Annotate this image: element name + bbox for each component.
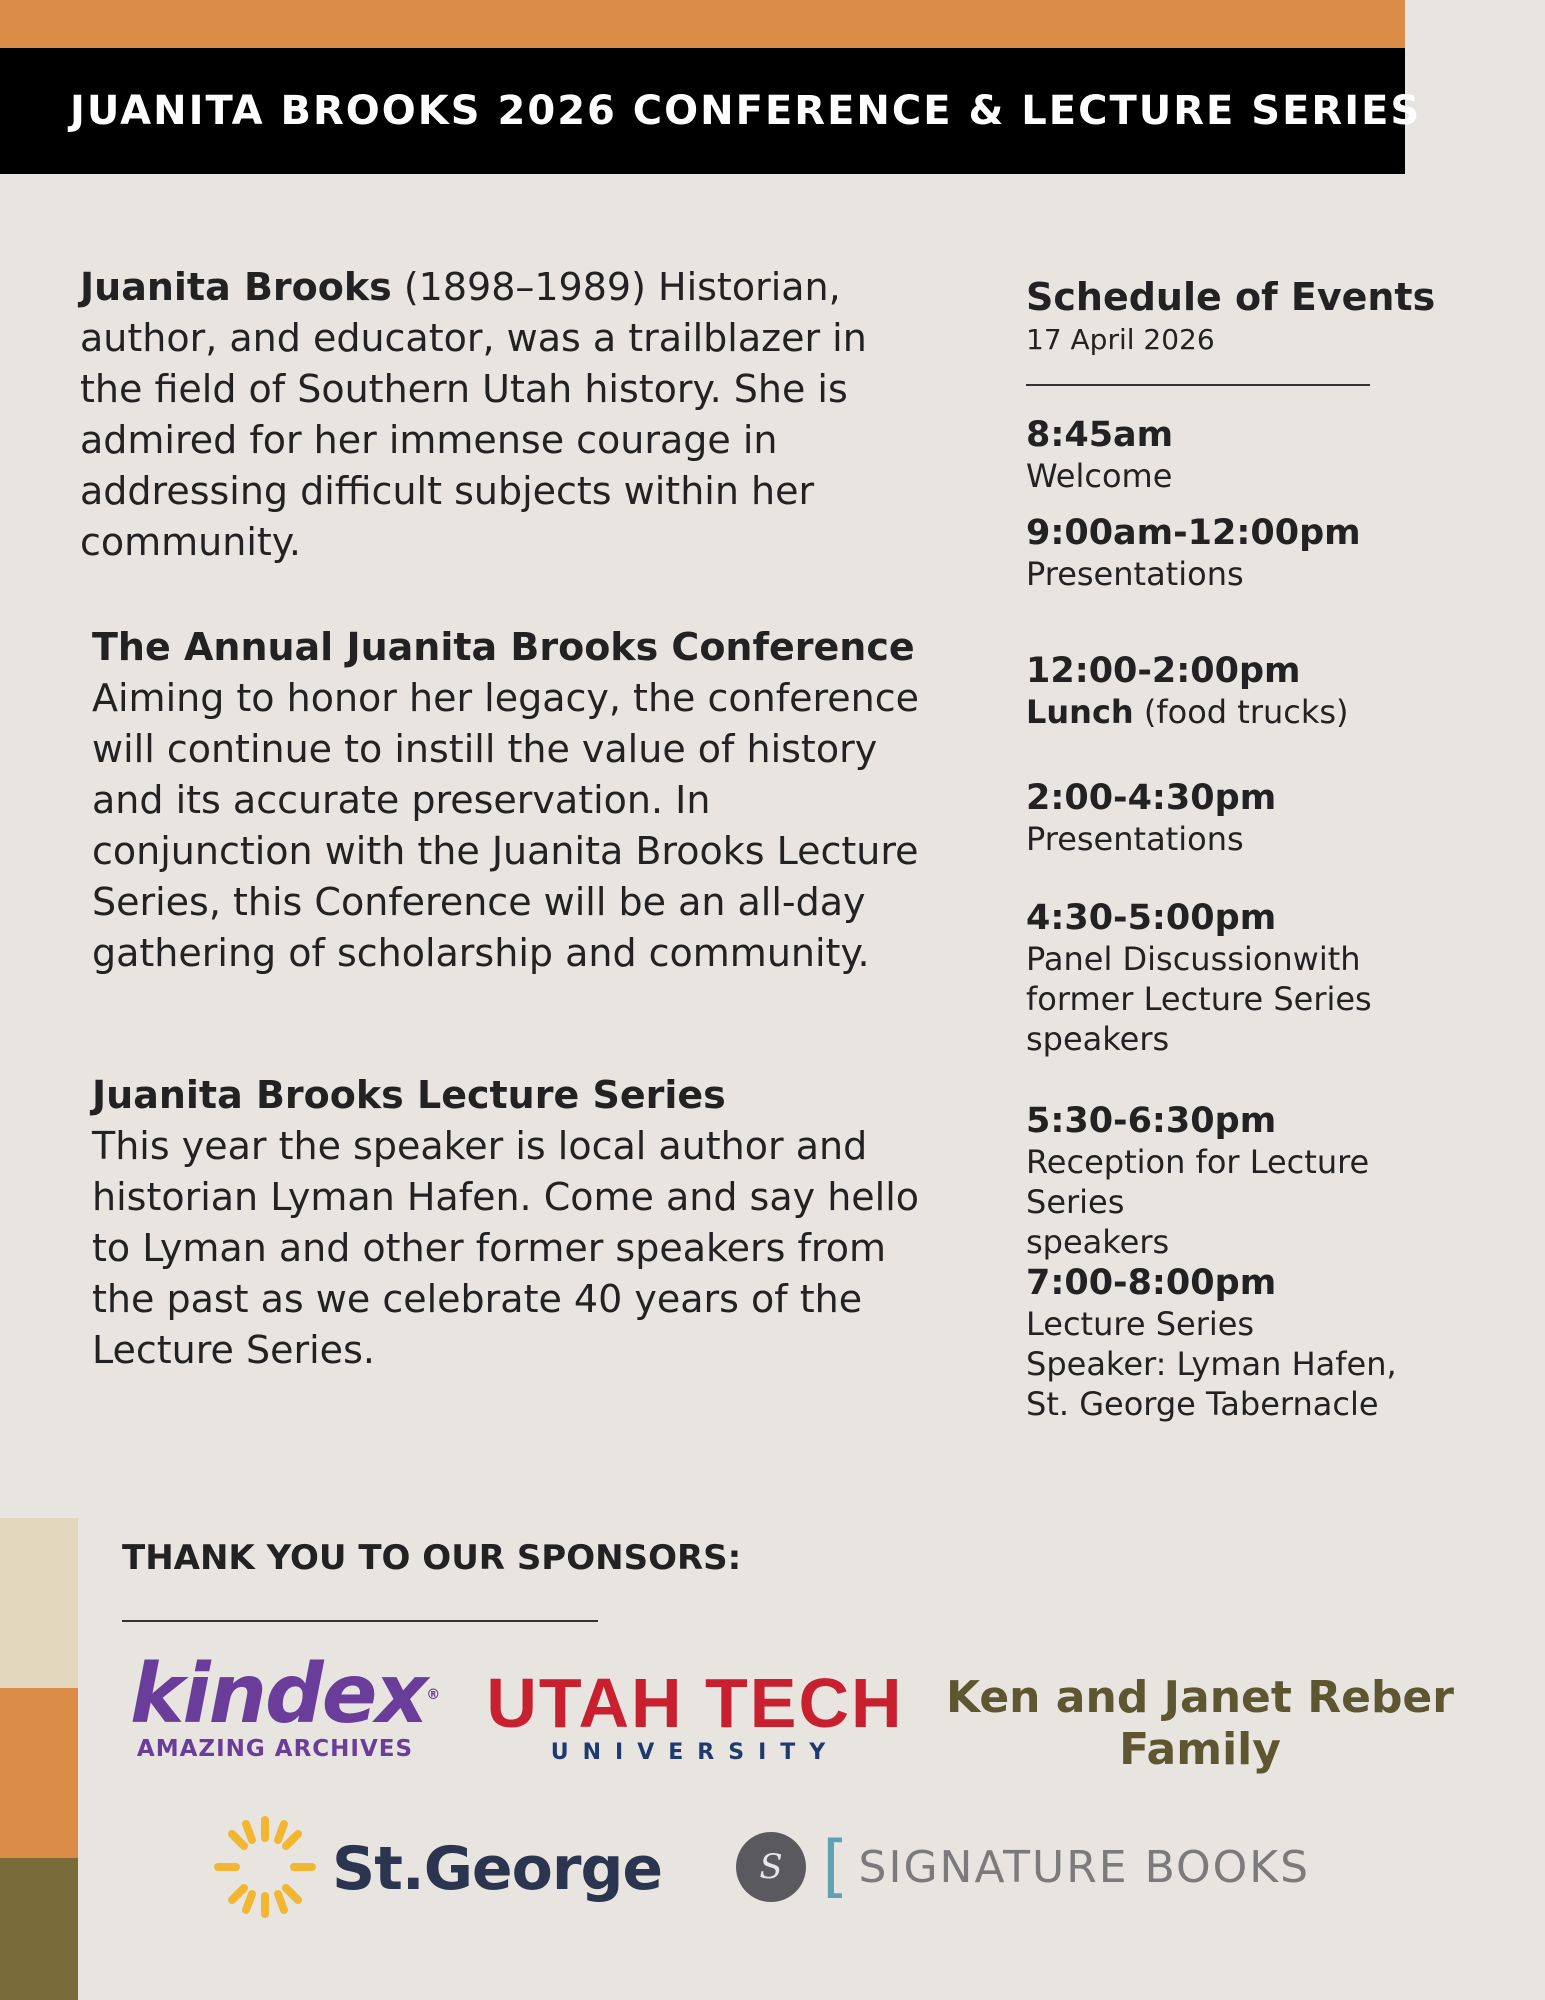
registered-mark: ® [426,1687,439,1703]
event-description: Presentations [1026,820,1244,858]
event-description: Reception for Lecture Series speakers [1026,1143,1370,1261]
sponsors-divider [122,1620,598,1622]
event-description [1026,692,1446,732]
bracket-glyph: [ [822,1827,849,1906]
decorative-strip-tan [0,1518,78,1688]
top-orange-band [0,0,1405,48]
event-morning-presentations [1026,512,1446,594]
event-description: Lecture Series Speaker: Lyman Hafen, St. George Tabernacle [1026,1305,1397,1423]
reber-family-sponsor: Ken and Janet Reber Family [946,1672,1454,1775]
conference-heading: The Annual Juanita Brooks Conference [92,625,915,669]
kindex-tagline: AMAZING ARCHIVES [136,1736,414,1762]
conference-body: Aiming to honor her legacy, the conference will continue to instill the value of history and its accurate preservation. In conjunction with the Juanita Brooks Lecture Series, this Conference will be an all-day gathering of scholarship and community. [92,676,920,975]
event-reception [1026,1100,1446,1262]
signature-books-logo [736,1827,1311,1906]
intro-name: Juanita Brooks [80,265,392,309]
event-afternoon-presentations [1026,777,1446,859]
lecture-heading: Juanita Brooks Lecture Series [92,1073,726,1117]
st-george-logo [210,1812,662,1926]
signature-books-wordmark: SIGNATURE BOOKS [858,1841,1311,1893]
event-panel-discussion [1026,897,1446,1059]
event-description: Panel Discussionwith former Lecture Series speakers [1026,940,1372,1058]
event-description: Presentations [1026,555,1244,593]
event-time: 9:00am-12:00pm [1026,513,1361,553]
title-bar [0,48,1422,174]
sun-logo-icon [210,1812,320,1926]
event-time: 7:00-8:00pm [1026,1263,1277,1303]
utah-tech-logo [470,1664,920,1765]
event-time: 8:45am [1026,415,1174,455]
decorative-strip-olive [0,1858,78,2000]
left-column [80,262,920,1372]
lunch-note: (food trucks) [1133,693,1349,731]
intro-text: (1898–1989) Historian, author, and educator, was a trailblazer in the field of Southern Utah history. She is admired for her immense courage in addressing difficult subjects within her community. [80,265,867,564]
sponsors-heading: THANK YOU TO OUR SPONSORS: [122,1538,742,1578]
event-lunch [1026,650,1446,732]
event-time: 4:30-5:00pm [1026,898,1277,938]
utah-tech-subtitle: UNIVERSITY [550,1740,840,1765]
event-time: 12:00-2:00pm [1026,651,1301,691]
schedule-column [1026,272,1446,1423]
schedule-title: Schedule of Events [1026,275,1436,319]
utah-wordmark: UTAH [486,1664,684,1742]
decorative-strip-orange [0,1688,78,1858]
kindex-logo [130,1647,439,1762]
schedule-divider [1026,384,1370,386]
lecture-body: This year the speaker is local author and historian Lyman Hafen. Come and say hello to Lyman and other former speakers from the past as we celebrate 40 years of the Lecture Series. [92,1124,920,1372]
tech-wordmark: TECH [705,1664,904,1742]
st-george-wordmark: St.George [332,1834,663,1904]
event-description: Welcome [1026,457,1173,495]
event-lecture [1026,1262,1446,1424]
lecture-section [80,1070,942,1376]
lunch-label: Lunch [1026,693,1134,731]
event-time: 2:00-4:30pm [1026,778,1277,818]
signature-monogram-icon: S [736,1832,806,1902]
event-welcome [1026,414,1446,496]
page-title: JUANITA BROOKS 2026 CONFERENCE & LECTURE SERIES [70,88,1422,134]
conference-section [80,622,942,979]
kindex-wordmark: kindex [130,1647,427,1742]
intro-paragraph [80,262,910,568]
schedule-date: 17 April 2026 [1026,323,1215,356]
event-time: 5:30-6:30pm [1026,1101,1277,1141]
